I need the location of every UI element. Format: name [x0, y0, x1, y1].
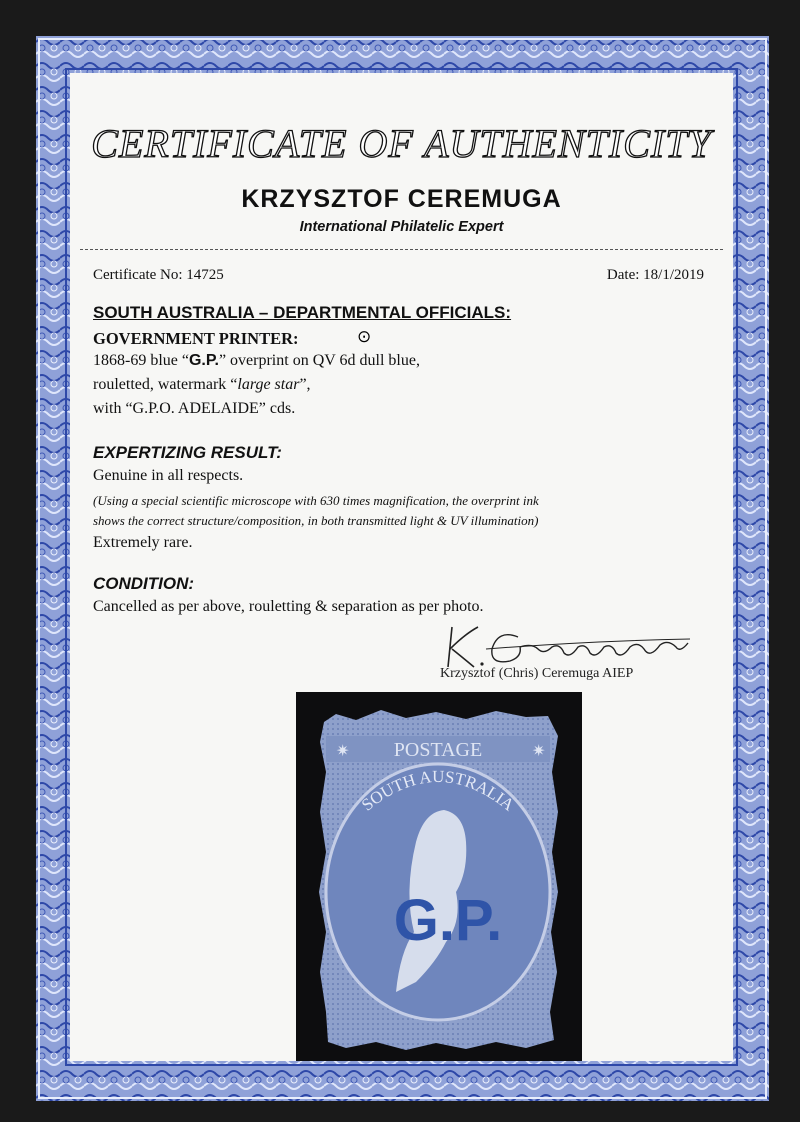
- signatory-name: Krzysztof (Chris) Ceremuga AIEP: [440, 666, 634, 681]
- certificate-date: Date: 18/1/2019: [606, 267, 704, 283]
- item-heading: SOUTH AUSTRALIA – DEPARTMENTAL OFFICIALS:: [93, 303, 512, 322]
- certificate-body: [70, 73, 733, 1061]
- condition-heading: CONDITION:: [93, 574, 195, 593]
- watermark-text: large star: [237, 376, 300, 393]
- result-heading: EXPERTIZING RESULT:: [93, 443, 282, 462]
- rarity-text: Extremely rare.: [93, 534, 193, 551]
- svg-text:✷: ✷: [532, 743, 546, 760]
- stamp-photo: [296, 692, 582, 1061]
- used-cancel-icon: ⊙: [357, 327, 372, 346]
- item-description-line: with “G.P.O. ADELAIDE” cds.: [93, 400, 296, 417]
- divider: [80, 249, 723, 250]
- svg-text:✷: ✷: [336, 743, 350, 760]
- stamp-image: [296, 692, 582, 1061]
- result-note: (Using a special scientific microscope with 630 times magnification, the overprint ink: [93, 493, 539, 508]
- result-note: shows the correct structure/composition, in both transmitted light & UV illumination): [93, 513, 539, 528]
- stamp-top-label: POSTAGE: [393, 739, 483, 761]
- certificate-title: CERTIFICATE OF AUTHENTICITY: [91, 121, 712, 166]
- expert-name: KRZYSZTOF CEREMUGA: [241, 185, 562, 213]
- expert-title: International Philatelic Expert: [299, 219, 504, 235]
- stamp-overprint: G.P.: [393, 888, 503, 953]
- certificate-border: [36, 36, 769, 1101]
- certificate-number: Certificate No: 14725: [93, 267, 224, 283]
- item-subheading: GOVERNMENT PRINTER:: [93, 329, 299, 348]
- stamp-country-label: SOUTH AUSTRALIA: [357, 766, 518, 815]
- overprint-text: G.P.: [188, 352, 219, 369]
- result-text: Genuine in all respects.: [93, 467, 244, 484]
- item-description-line: rouletted, watermark “large star”,: [93, 376, 311, 393]
- condition-text: Cancelled as per above, rouletting & separation as per photo.: [93, 598, 484, 615]
- item-description-line: 1868-69 blue “G.P.” overprint on QV 6d dull blue,: [93, 352, 420, 369]
